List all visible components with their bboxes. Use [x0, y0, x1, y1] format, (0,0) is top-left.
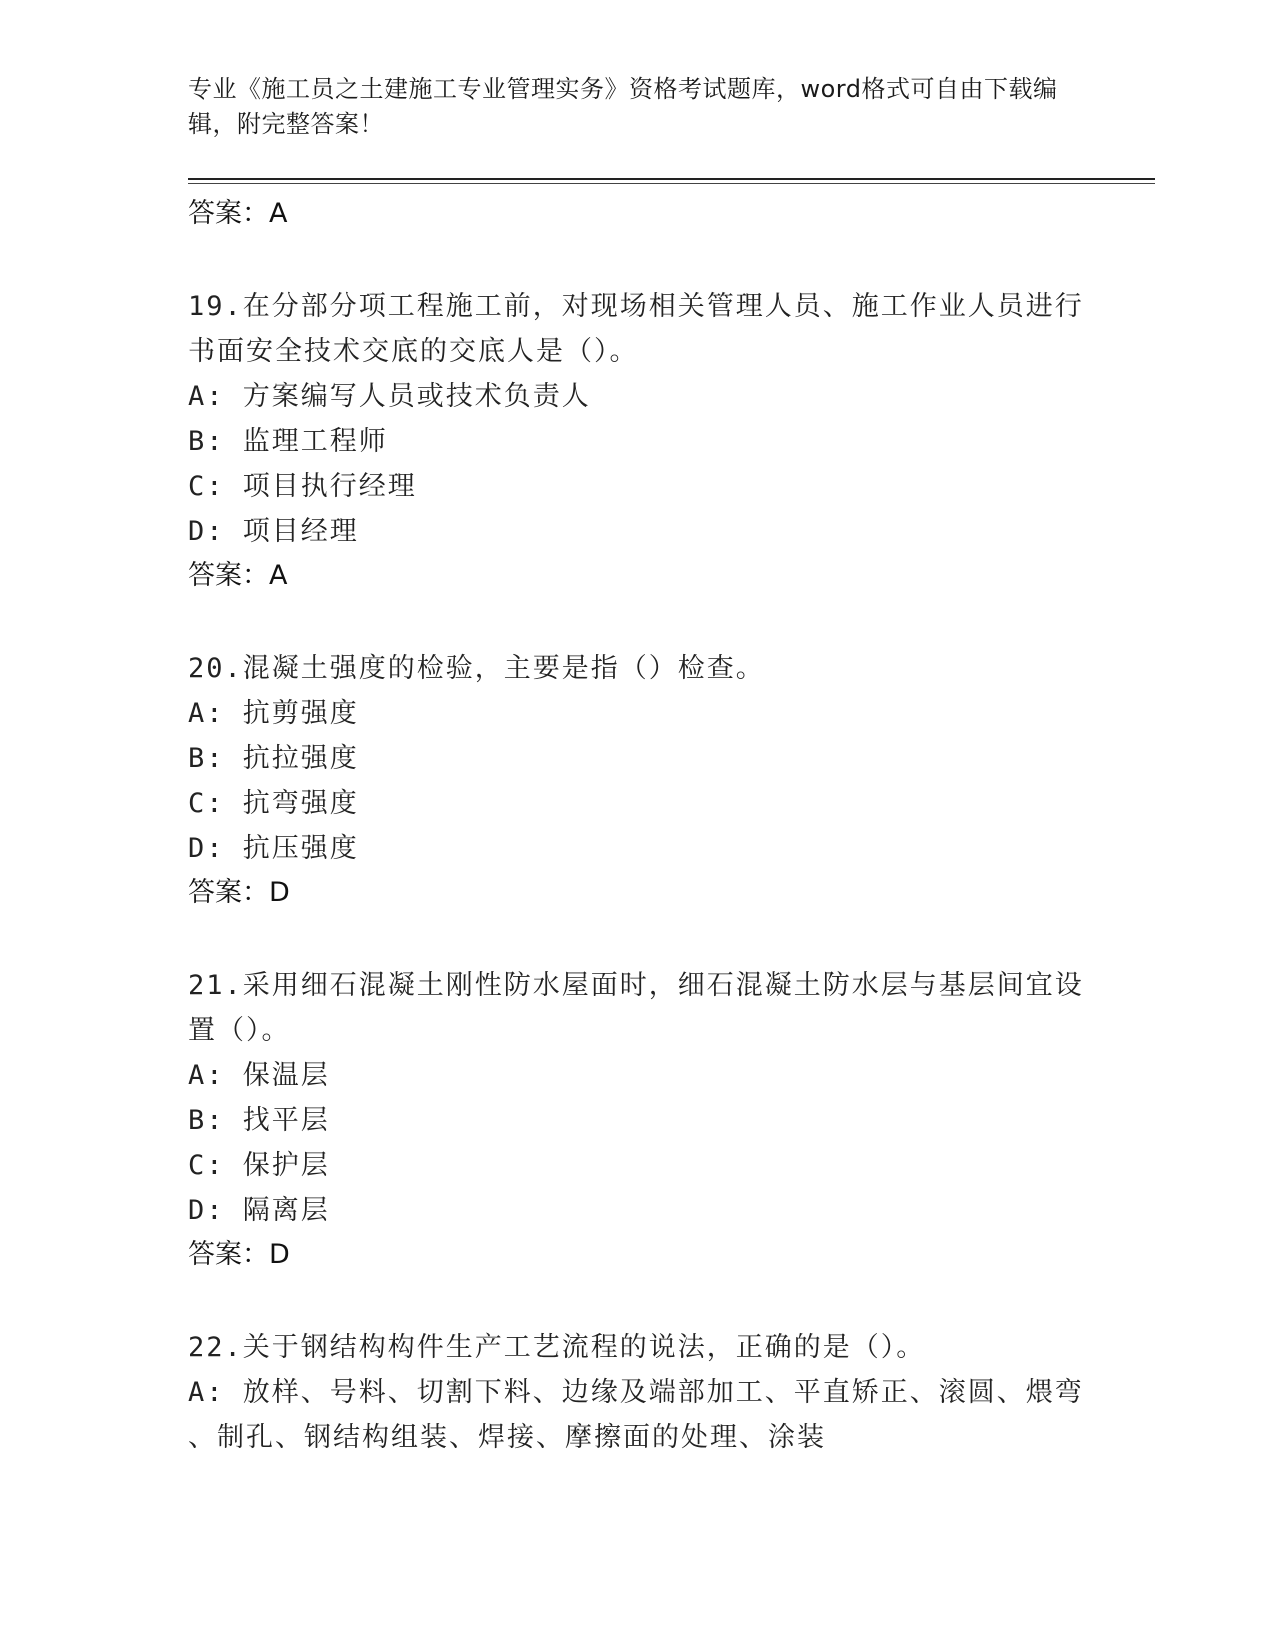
answer-value: D — [269, 1239, 290, 1270]
option-separator: : — [206, 788, 225, 819]
option-letter: D — [188, 516, 207, 547]
option-text: 抗拉强度 — [242, 743, 359, 774]
question-list — [188, 192, 1088, 1460]
answer-value: D — [269, 877, 290, 908]
answer-value: A — [269, 560, 288, 591]
option-letter: A — [188, 1377, 207, 1408]
header-divider-thick — [188, 178, 1155, 180]
answer-line — [188, 871, 1088, 915]
question-number: 19. — [188, 291, 243, 322]
answer-label: 答案： — [188, 877, 269, 908]
document-header — [188, 72, 1078, 142]
option-letter: B — [188, 743, 207, 774]
question-block-22 — [188, 1325, 1088, 1460]
option-d — [188, 1188, 1088, 1233]
header-line-1: 专业《施工员之土建施工专业管理实务》资格考试题库，word格式可自由下载编 — [188, 75, 1058, 103]
option-a — [188, 691, 1088, 736]
option-text: 保护层 — [242, 1150, 330, 1181]
option-letter: D — [188, 1195, 207, 1226]
option-letter: C — [188, 471, 207, 502]
option-text: 项目执行经理 — [242, 471, 417, 502]
header-divider-thin — [188, 183, 1155, 184]
option-d — [188, 509, 1088, 554]
question-text-line-2: 书面安全技术交底的交底人是（）。 — [188, 336, 639, 367]
answer-label: 答案： — [188, 1239, 269, 1270]
question-block-20 — [188, 646, 1088, 915]
question-stem — [188, 1325, 1088, 1370]
question-text-line-1: 在分部分项工程施工前，对现场相关管理人员、施工作业人员进行 — [242, 291, 1084, 322]
option-text-line-2: 、制孔、钢结构组装、焊接、摩擦面的处理、涂装 — [188, 1422, 826, 1453]
question-stem — [188, 284, 1088, 374]
question-number: 21. — [188, 970, 243, 1001]
answer-line — [188, 554, 1088, 598]
option-separator: : — [206, 833, 225, 864]
option-c — [188, 781, 1088, 826]
option-a — [188, 374, 1088, 419]
question-number: 20. — [188, 653, 243, 684]
option-text: 项目经理 — [242, 516, 359, 547]
option-separator: : — [206, 471, 225, 502]
header-line-2: 辑，附完整答案！ — [188, 110, 384, 138]
option-separator: : — [206, 381, 225, 412]
option-text: 抗剪强度 — [242, 698, 359, 729]
option-text: 抗压强度 — [242, 833, 359, 864]
option-text: 找平层 — [242, 1105, 330, 1136]
question-text-line-1: 采用细石混凝土刚性防水屋面时，细石混凝土防水层与基层间宜设 — [242, 970, 1084, 1001]
option-letter: B — [188, 426, 207, 457]
question-number: 22. — [188, 1332, 243, 1363]
question-text-line-2: 置（）。 — [188, 1015, 291, 1046]
question-stem — [188, 646, 1088, 691]
question-block-21 — [188, 963, 1088, 1277]
option-separator: : — [206, 698, 225, 729]
option-c — [188, 464, 1088, 509]
option-text-line-1: 放样、号料、切割下料、边缘及端部加工、平直矫正、滚圆、煨弯 — [242, 1377, 1084, 1408]
option-separator: : — [206, 743, 225, 774]
question-text-line-1: 关于钢结构构件生产工艺流程的说法，正确的是（）。 — [242, 1332, 926, 1363]
option-separator: : — [206, 1060, 225, 1091]
option-text: 抗弯强度 — [242, 788, 359, 819]
question-text-line-1: 混凝土强度的检验，主要是指（）检查。 — [242, 653, 765, 684]
option-letter: A — [188, 1060, 207, 1091]
question-stem — [188, 963, 1088, 1053]
option-a — [188, 1370, 1088, 1460]
answer-line — [188, 192, 1088, 236]
option-separator: : — [206, 1150, 225, 1181]
option-text: 方案编写人员或技术负责人 — [242, 381, 591, 412]
option-separator: : — [206, 1377, 225, 1408]
answer-line — [188, 1233, 1088, 1277]
option-letter: D — [188, 833, 207, 864]
option-separator: : — [206, 516, 225, 547]
option-letter: B — [188, 1105, 207, 1136]
option-separator: : — [206, 1105, 225, 1136]
option-b — [188, 736, 1088, 781]
answer-value: A — [269, 198, 288, 229]
option-letter: C — [188, 1150, 207, 1181]
option-letter: A — [188, 698, 207, 729]
option-text: 保温层 — [242, 1060, 330, 1091]
option-separator: : — [206, 426, 225, 457]
option-b — [188, 419, 1088, 464]
option-a — [188, 1053, 1088, 1098]
answer-label: 答案： — [188, 198, 269, 229]
option-b — [188, 1098, 1088, 1143]
option-letter: C — [188, 788, 207, 819]
option-d — [188, 826, 1088, 871]
option-separator: : — [206, 1195, 225, 1226]
answer-label: 答案： — [188, 560, 269, 591]
question-block-19 — [188, 284, 1088, 598]
option-text: 监理工程师 — [242, 426, 388, 457]
option-c — [188, 1143, 1088, 1188]
option-text: 隔离层 — [242, 1195, 330, 1226]
option-letter: A — [188, 381, 207, 412]
